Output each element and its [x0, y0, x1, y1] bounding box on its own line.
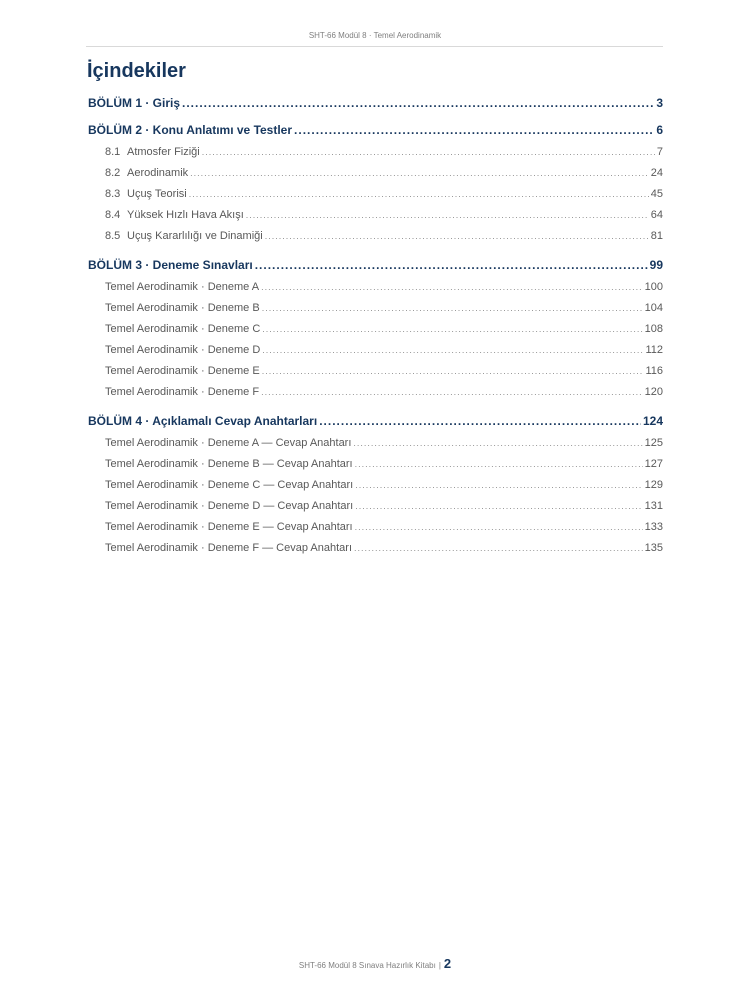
chapter-entries	[88, 278, 663, 407]
chapter-entries	[88, 434, 663, 563]
entry-label: Temel Aerodinamik · Deneme E	[105, 365, 260, 377]
toc-entry[interactable]	[88, 230, 663, 251]
toc-entry[interactable]	[88, 323, 663, 344]
toc-entry[interactable]	[88, 365, 663, 386]
chapter-title: BÖLÜM 4 · Açıklamalı Cevap Anahtarları	[88, 414, 318, 428]
entry-page-number: 127	[644, 458, 663, 470]
entry-label: Yüksek Hızlı Hava Akışı	[127, 209, 244, 221]
page-number: 2	[443, 956, 452, 971]
toc-chapter[interactable]	[88, 96, 663, 116]
dot-leader	[262, 302, 643, 314]
entry-label: Uçuş Kararlılığı ve Dinamiği	[127, 230, 263, 242]
running-footer	[0, 956, 750, 971]
dot-leader	[262, 344, 643, 356]
entry-label: Temel Aerodinamik · Deneme D — Cevap Anahtarı	[105, 500, 354, 512]
chapter-entries	[88, 143, 663, 251]
entry-label: Uçuş Teorisi	[127, 188, 187, 200]
footer-separator: |	[438, 961, 441, 970]
chapter-page-number: 99	[649, 258, 663, 272]
entry-label: Temel Aerodinamik · Deneme B	[105, 302, 260, 314]
entry-title	[105, 146, 200, 158]
toc-entry[interactable]	[88, 521, 663, 542]
dot-leader	[261, 281, 643, 293]
toc-entry[interactable]	[88, 458, 663, 479]
dot-leader	[262, 323, 642, 335]
dot-leader	[319, 414, 641, 428]
entry-page-number: 7	[656, 146, 663, 158]
dot-leader	[202, 146, 655, 158]
chapter-title: BÖLÜM 1 · Giriş	[88, 96, 181, 110]
chapter-title: BÖLÜM 2 · Konu Anlatımı ve Testler	[88, 123, 293, 137]
dot-leader	[265, 230, 649, 242]
dot-leader	[355, 479, 642, 491]
entry-page-number: 45	[650, 188, 663, 200]
entry-number: 8.1	[105, 146, 121, 158]
toc-entry[interactable]	[88, 542, 663, 563]
entry-number: 8.4	[105, 209, 121, 221]
entry-page-number: 120	[644, 386, 663, 398]
toc-entry[interactable]	[88, 500, 663, 521]
chapter-page-number: 6	[656, 123, 663, 137]
table-of-contents	[88, 96, 663, 563]
chapter-page-number: 124	[642, 414, 663, 428]
dot-leader	[189, 188, 649, 200]
dot-leader	[262, 365, 644, 377]
entry-label: Temel Aerodinamik · Deneme A	[105, 281, 260, 293]
entry-page-number: 131	[644, 500, 663, 512]
entry-page-number: 133	[644, 521, 663, 533]
entry-label: Aerodinamik	[127, 167, 189, 179]
chapter-title: BÖLÜM 3 · Deneme Sınavları	[88, 258, 253, 272]
dot-leader	[246, 209, 649, 221]
dot-leader	[355, 521, 643, 533]
entry-page-number: 116	[645, 365, 663, 377]
entry-page-number: 129	[644, 479, 663, 491]
entry-page-number: 125	[644, 437, 663, 449]
entry-page-number: 100	[644, 281, 663, 293]
toc-entry[interactable]	[88, 437, 663, 458]
dot-leader	[354, 542, 643, 554]
entry-label: Temel Aerodinamik · Deneme E — Cevap Anahtarı	[105, 521, 353, 533]
entry-label: Temel Aerodinamik · Deneme C — Cevap Anahtarı	[105, 479, 354, 491]
dot-leader	[190, 167, 649, 179]
dot-leader	[261, 386, 643, 398]
toc-entry[interactable]	[88, 188, 663, 209]
entry-title	[105, 188, 187, 200]
entry-page-number: 81	[650, 230, 663, 242]
entry-page-number: 112	[645, 344, 663, 356]
entry-label: Atmosfer Fiziği	[127, 146, 200, 158]
entry-title	[105, 230, 263, 242]
entry-label: Temel Aerodinamik · Deneme B — Cevap Anahtarı	[105, 458, 353, 470]
entry-label: Temel Aerodinamik · Deneme A — Cevap Anahtarı	[105, 437, 352, 449]
entry-page-number: 24	[650, 167, 663, 179]
chapter-page-number: 3	[656, 96, 663, 110]
toc-entry[interactable]	[88, 281, 663, 302]
dot-leader	[294, 123, 654, 137]
dot-leader	[353, 437, 642, 449]
entry-page-number: 108	[644, 323, 663, 335]
running-header: SHT-66 Modül 8 · Temel Aerodinamik	[308, 31, 442, 40]
entry-page-number: 104	[644, 302, 663, 314]
dot-leader	[355, 458, 643, 470]
toc-chapter[interactable]	[88, 258, 663, 278]
toc-entry[interactable]	[88, 302, 663, 323]
toc-title: İçindekiler	[87, 60, 186, 82]
entry-number: 8.3	[105, 188, 121, 200]
entry-title	[105, 209, 244, 221]
entry-label: Temel Aerodinamik · Deneme D	[105, 344, 261, 356]
toc-entry[interactable]	[88, 146, 663, 167]
toc-entry[interactable]	[88, 386, 663, 407]
toc-entry[interactable]	[88, 344, 663, 365]
header-divider	[86, 46, 663, 47]
entry-label: Temel Aerodinamik · Deneme C	[105, 323, 261, 335]
toc-entry[interactable]	[88, 479, 663, 500]
dot-leader	[255, 258, 648, 272]
entry-number: 8.2	[105, 167, 121, 179]
entry-number: 8.5	[105, 230, 121, 242]
dot-leader	[182, 96, 654, 110]
entry-page-number: 64	[650, 209, 663, 221]
entry-label: Temel Aerodinamik · Deneme F — Cevap Anahtarı	[105, 542, 353, 554]
toc-entry[interactable]	[88, 167, 663, 188]
entry-label: Temel Aerodinamik · Deneme F	[105, 386, 260, 398]
entry-title	[105, 167, 188, 179]
footer-title: SHT-66 Modül 8 Sınava Hazırlık Kitabı	[298, 961, 436, 970]
toc-entry[interactable]	[88, 209, 663, 230]
entry-page-number: 135	[644, 542, 663, 554]
toc-chapter[interactable]	[88, 414, 663, 434]
toc-chapter[interactable]	[88, 123, 663, 143]
dot-leader	[355, 500, 642, 512]
